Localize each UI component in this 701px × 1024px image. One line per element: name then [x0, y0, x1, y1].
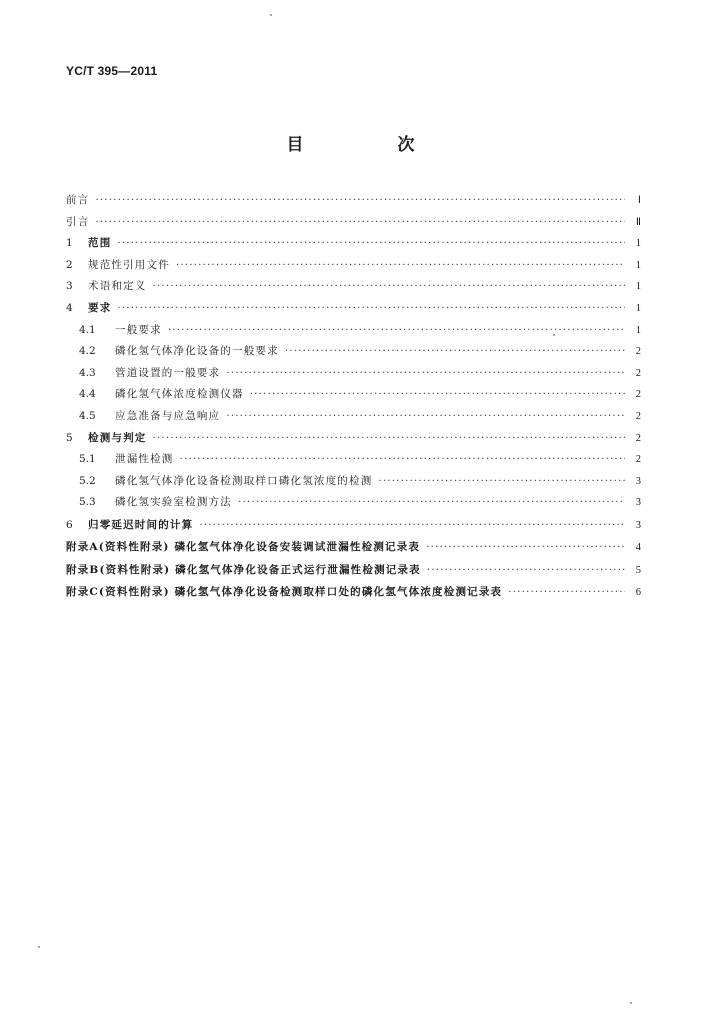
- dot-leader: [153, 276, 626, 298]
- toc-entry-page: 3: [635, 475, 641, 487]
- toc-entry-title: 附录C(资料性附录) 磷化氢气体净化设备检测取样口处的磷化氢气体浓度检测记录表: [66, 586, 503, 599]
- dot-leader: [226, 363, 625, 385]
- scan-speck: [38, 946, 40, 948]
- dot-leader: [508, 581, 625, 604]
- table-of-contents: [66, 190, 641, 604]
- toc-entry[interactable]: [66, 384, 641, 406]
- toc-entry-number: 2: [66, 258, 73, 271]
- toc-entry-number: 4.4: [79, 388, 96, 401]
- scan-speck: [630, 1002, 632, 1004]
- dot-leader: [250, 384, 625, 406]
- scan-speck: [270, 14, 272, 16]
- toc-entry-title: 检测与判定: [88, 431, 147, 444]
- toc-entry[interactable]: [66, 190, 641, 212]
- toc-entry-page: 1: [635, 259, 641, 271]
- toc-entry-number: 5: [66, 431, 73, 444]
- dot-leader: [95, 212, 625, 234]
- dot-leader: [95, 190, 625, 212]
- toc-entry-page: 1: [635, 324, 641, 336]
- toc-entry-number: 4.3: [79, 366, 96, 379]
- toc-entry-number: 4.2: [79, 345, 96, 358]
- toc-entry-number: 4.1: [79, 323, 96, 336]
- toc-entry-page: 6: [635, 587, 641, 599]
- toc-entry-page: 3: [635, 497, 641, 509]
- toc-entry-number: 5.3: [79, 496, 96, 509]
- standard-code: YC/T 395—2011: [66, 64, 158, 78]
- toc-entry[interactable]: [66, 536, 641, 559]
- dot-leader: [285, 341, 625, 363]
- toc-entry[interactable]: [66, 255, 641, 277]
- dot-leader: [117, 233, 625, 255]
- toc-entry-page: 2: [635, 346, 641, 358]
- toc-entry-title: 附录B(资料性附录) 磷化氢气体净化设备正式运行泄漏性检测记录表: [66, 563, 421, 576]
- dot-leader: [117, 298, 625, 320]
- toc-entry-number: 3: [66, 280, 73, 293]
- toc-entry-title: 磷化氢气体净化设备检测取样口磷化氢浓度的检测: [115, 474, 373, 487]
- toc-entry-title: 磷化氢气体净化设备的一般要求: [115, 345, 279, 358]
- toc-entry-page: 2: [635, 410, 641, 422]
- toc-entry-page: 2: [635, 432, 641, 444]
- toc-entry[interactable]: [66, 559, 641, 582]
- toc-entry-page: 2: [635, 454, 641, 466]
- toc-entry-title: 磷化氢实验室检测方法: [115, 496, 232, 509]
- toc-entry[interactable]: [66, 298, 641, 320]
- toc-entry-page: Ⅱ: [635, 216, 641, 228]
- toc-entry[interactable]: [66, 363, 641, 385]
- toc-entry[interactable]: [66, 320, 641, 342]
- dot-leader: [226, 406, 625, 428]
- toc-entry[interactable]: [66, 233, 641, 255]
- dot-leader: [378, 471, 625, 493]
- toc-entry-title: 要求: [88, 301, 112, 314]
- toc-entry-title: 管道设置的一般要求: [115, 366, 221, 379]
- toc-entry-page: 1: [635, 281, 641, 293]
- toc-entry[interactable]: [66, 581, 641, 604]
- dot-leader: [199, 514, 625, 537]
- toc-entry[interactable]: [66, 276, 641, 298]
- toc-entry-page: 3: [635, 519, 641, 531]
- toc-entry-page: 1: [635, 238, 641, 250]
- toc-entry-title: 归零延迟时间的计算: [88, 518, 194, 531]
- toc-entry[interactable]: [66, 428, 641, 450]
- toc-entry-page: 1: [635, 302, 641, 314]
- toc-entry-page: 2: [635, 367, 641, 379]
- toc-entry-title: 前言: [66, 194, 90, 206]
- toc-entry[interactable]: [66, 449, 641, 471]
- toc-entry-number: 4: [66, 301, 73, 314]
- toc-entry[interactable]: [66, 514, 641, 537]
- dot-leader: [180, 449, 626, 471]
- dot-leader: [426, 536, 625, 559]
- toc-entry-page: 5: [635, 564, 641, 576]
- toc-entry-title: 一般要求: [115, 323, 162, 336]
- toc-entry[interactable]: [66, 341, 641, 363]
- toc-entry[interactable]: [66, 406, 641, 428]
- dot-leader: [238, 492, 625, 514]
- dot-leader: [427, 559, 625, 582]
- toc-entry-number: 5.2: [79, 474, 96, 487]
- toc-entry-title: 附录A(资料性附录) 磷化氢气体净化设备安装调试泄漏性检测记录表: [66, 541, 421, 554]
- toc-entry-number: 1: [66, 237, 73, 250]
- dot-leader: [153, 428, 626, 450]
- toc-entry-title: 磷化氢气体浓度检测仪器: [115, 388, 244, 401]
- toc-entry-title: 应急准备与应急响应: [115, 409, 221, 422]
- toc-entry-page: Ⅰ: [637, 195, 641, 206]
- toc-entry-page: 2: [635, 389, 641, 401]
- toc-entry-title: 范围: [88, 237, 112, 250]
- toc-entry-number: 4.5: [79, 409, 96, 422]
- toc-entry[interactable]: [66, 492, 641, 514]
- dot-leader: [168, 320, 625, 342]
- toc-title: 目 次: [286, 135, 459, 155]
- toc-entry-number: 5.1: [79, 453, 96, 466]
- scan-speck: [553, 334, 555, 336]
- toc-entry[interactable]: [66, 471, 641, 493]
- dot-leader: [176, 255, 625, 277]
- toc-entry-page: 4: [635, 542, 641, 554]
- toc-entry-title: 泄漏性检测: [115, 453, 174, 466]
- toc-entry[interactable]: [66, 212, 641, 234]
- toc-entry-number: 6: [66, 518, 73, 531]
- toc-entry-title: 术语和定义: [88, 280, 147, 293]
- toc-entry-title: 引言: [66, 215, 90, 228]
- toc-entry-title: 规范性引用文件: [88, 258, 170, 271]
